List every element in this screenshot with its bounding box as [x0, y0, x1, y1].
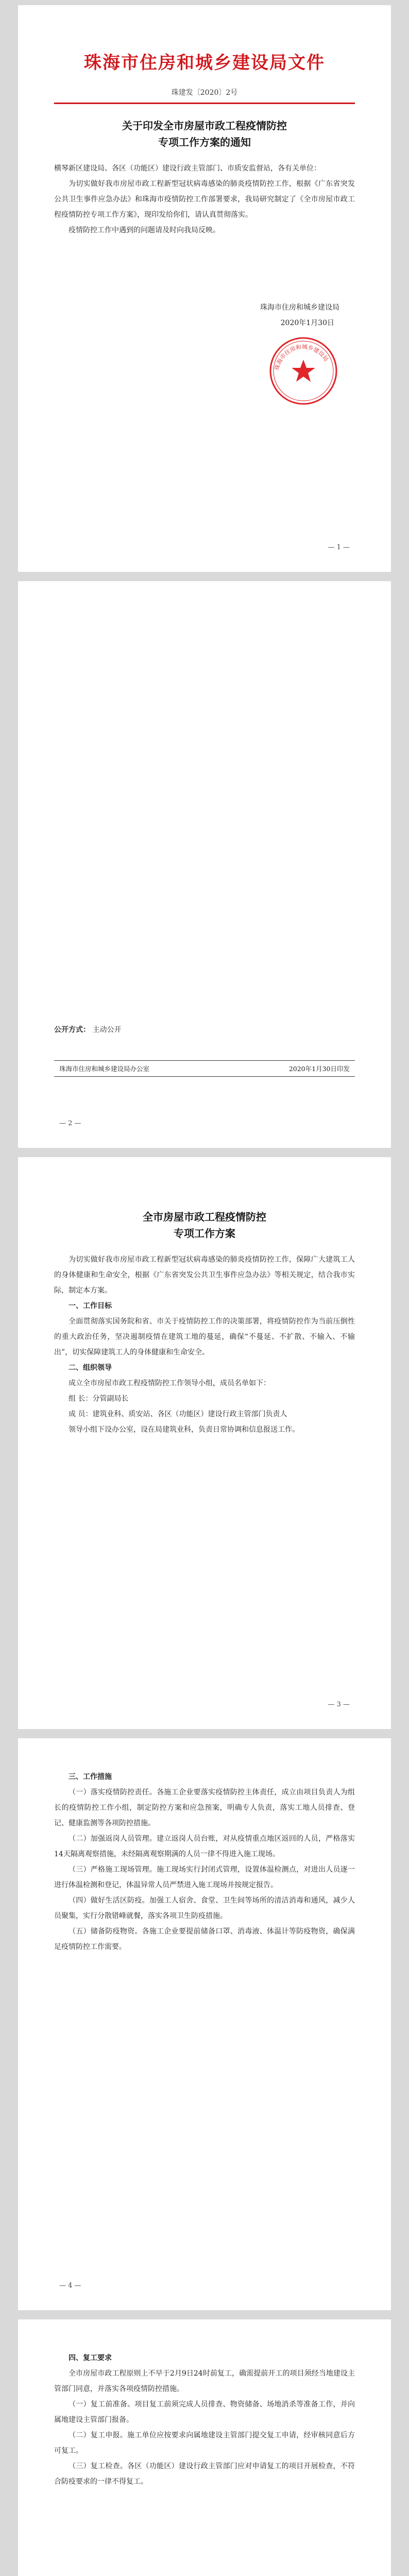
page-4 — [18, 1738, 391, 2310]
doc-number: 珠建发〔2020〕2号 — [171, 89, 238, 97]
page-number: — 2 — — [59, 1120, 81, 1127]
plan-title — [54, 1209, 355, 1242]
notice-body-2: 疫情防控工作中遇到的问题请及时向我局反映。 — [69, 226, 220, 234]
page-3 — [18, 1157, 391, 1729]
footer-date: 2020年1月30日印发 — [288, 1065, 350, 1073]
page-number: — 4 — — [59, 2282, 81, 2290]
signature: 珠海市住房和城乡建设局 — [260, 303, 339, 312]
resume-item: （三）复工检查。各区（功能区）建设行政主管部门应对申请复工的项目开展检查，不符合防疫要求的一律不得复工。 — [54, 2462, 355, 2486]
resume-item: （二）复工申报。施工单位应按要求向属地建设主管部门提交复工申请，经审核同意后方可复工。 — [54, 2431, 355, 2455]
recipients: 横琴新区建设局、各区（功能区）建设行政主管部门、市质安监督站，各有关单位： — [54, 164, 321, 173]
print-footer — [54, 1060, 355, 1077]
notice-title-line1: 关于印发全市房屋市政工程疫情防控 — [122, 120, 287, 132]
plan-intro: 为切实做好我市房屋市政工程新型冠状病毒感染的肺炎疫情防控工作，保障广大建筑工人的身体健康和生命安全，根据《广东省突发公共卫生事件应急办法》等相关规定，结合我市实际，制定本方案。 — [54, 1256, 355, 1295]
notice-title-line2: 专项工作方案的通知 — [158, 136, 251, 148]
official-seal — [267, 335, 339, 407]
section-heading: 二、组织领导 — [69, 1364, 112, 1372]
page-number: — 1 — — [328, 544, 350, 551]
measure-item: （五）储备防疫物资。各施工企业要提前储备口罩、消毒液、体温计等防疫物资，确保满足疫情防控工作需要。 — [54, 1927, 355, 1951]
svg-text:珠海市住房和城乡建设局: 珠海市住房和城乡建设局 — [274, 343, 330, 371]
notice-date: 2020年1月30日 — [280, 319, 334, 327]
publicity-label: 公开方式： — [54, 1026, 90, 1034]
notice-body: 为切实做好我市房屋市政工程新型冠状病毒感染的肺炎疫情防控工作，根据《广东省突发公共卫生事件应急办法》和珠海市疫情防控工作部署要求，我局研究制定了《全市房屋市政工程疫情防控专项工作方案》，现印发给你们，请认真贯彻落实。 — [54, 180, 355, 219]
office-line: 领导小组下设办公室，设在局建筑业科，负责日常协调和信息报送工作。 — [69, 1426, 299, 1434]
page-2 — [18, 581, 391, 1148]
resume-item: （一）复工前准备。项目复工前须完成人员排查、物资储备、场地消杀等准备工作，并向属地建设主管部门报备。 — [54, 2400, 355, 2424]
section-heading: 四、复工要求 — [69, 2354, 112, 2362]
masthead: 珠海市住房和城乡建设局文件 — [84, 53, 325, 73]
plan-title-line1: 全市房屋市政工程疫情防控 — [143, 1211, 266, 1223]
section-body: 全市房屋市政工程原则上不早于2月9日24时前复工，确需提前开工的项目须经当地建设主管部门同意，并落实各项疫情防控措施。 — [54, 2369, 355, 2393]
section-heading: 一、工作目标 — [69, 1302, 112, 1310]
section-heading: 三、工作措施 — [69, 1773, 112, 1781]
members-line: 成 员：建筑业科、质安站、各区（功能区）建设行政主管部门负责人 — [69, 1410, 287, 1418]
publicity-value: 主动公开 — [92, 1026, 122, 1034]
publicity-line — [54, 1024, 355, 1035]
section-body: 成立全市房屋市政工程疫情防控工作领导小组，成员名单如下： — [69, 1379, 270, 1387]
leader-line: 组 长：分管副局长 — [69, 1395, 129, 1403]
page-1 — [18, 5, 391, 572]
footer-issuer: 珠海市住房和城乡建设局办公室 — [59, 1065, 150, 1073]
measure-item: （三）严格施工现场管理。施工现场实行封闭式管理，设置体温检测点，对进出人员逐一进行体温检测和登记，体温异常人员严禁进入施工现场并按规定报告。 — [54, 1866, 355, 1889]
measure-item: （一）落实疫情防控责任。各施工企业要落实疫情防控主体责任，成立由项目负责人为组长的疫情防控工作小组，制定防控方案和应急预案，明确专人负责，落实工地人员排查、登记、健康监测等各项防控措施。 — [54, 1788, 355, 1827]
plan-title-line2: 专项工作方案 — [174, 1227, 235, 1240]
page-5 — [18, 2319, 391, 2576]
measure-item: （四）做好生活区防疫。加强工人宿舍、食堂、卫生间等场所的清洁消毒和通风，减少人员聚集，实行分散错峰就餐，落实各项卫生防疫措施。 — [54, 1896, 355, 1920]
section-body: 全面贯彻落实国务院和省、市关于疫情防控工作的决策部署，将疫情防控作为当前压倒性的重大政治任务，坚决遏制疫情在建筑工地的蔓延，确保“不蔓延、不扩散、不输入、不输出”，切实保障建筑工人的身体健康和生命安全。 — [54, 1317, 355, 1357]
notice-title — [54, 117, 355, 150]
page-number: — 3 — — [328, 1701, 350, 1708]
red-rule — [54, 103, 355, 104]
measure-item: （二）加强返岗人员管理。建立返岗人员台账，对从疫情重点地区返回的人员，严格落实14天隔离观察措施，未经隔离观察期满的人员一律不得进入施工现场。 — [54, 1835, 355, 1858]
